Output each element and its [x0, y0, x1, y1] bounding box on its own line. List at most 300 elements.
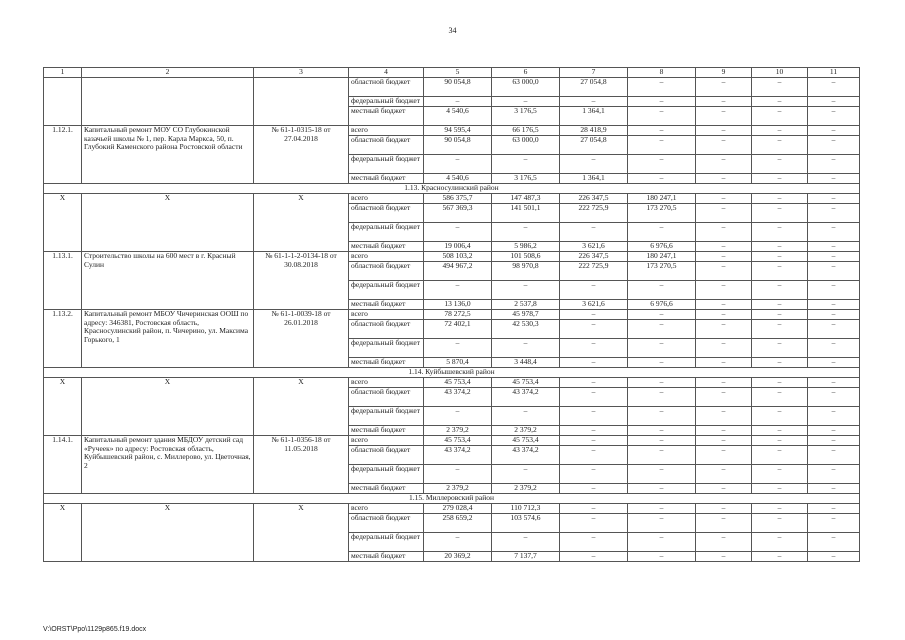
- budget-table: [43, 67, 860, 562]
- amount-cell: –: [628, 436, 696, 446]
- column-number: 9: [696, 68, 752, 78]
- amount-cell: –: [424, 97, 492, 107]
- funding-source: федеральный бюджет: [349, 223, 424, 242]
- funding-source: всего: [349, 252, 424, 262]
- funding-source: областной бюджет: [349, 446, 424, 465]
- amount-cell: –: [696, 465, 752, 484]
- amount-cell: 3 176,5: [492, 174, 560, 184]
- amount-cell: –: [752, 204, 808, 223]
- amount-cell: –: [752, 407, 808, 426]
- amount-cell: –: [752, 252, 808, 262]
- amount-cell: 2 379,2: [424, 484, 492, 494]
- amount-cell: 42 530,3: [492, 320, 560, 339]
- column-number: 10: [752, 68, 808, 78]
- amount-cell: 43 374,2: [424, 388, 492, 407]
- amount-cell: 226 347,5: [560, 252, 628, 262]
- amount-cell: 110 712,3: [492, 504, 560, 514]
- section-heading: 1.15. Миллеровский район: [44, 494, 860, 504]
- amount-cell: –: [628, 407, 696, 426]
- permit-number: № 61-1-0039-18 от 26.01.2018: [254, 310, 349, 368]
- amount-cell: 6 976,6: [628, 242, 696, 252]
- funding-source: федеральный бюджет: [349, 339, 424, 358]
- amount-cell: –: [560, 155, 628, 174]
- amount-cell: –: [628, 97, 696, 107]
- funding-source: всего: [349, 310, 424, 320]
- amount-cell: –: [560, 339, 628, 358]
- amount-cell: –: [808, 107, 860, 126]
- funding-source: федеральный бюджет: [349, 97, 424, 107]
- amount-cell: –: [808, 97, 860, 107]
- amount-cell: 66 176,5: [492, 126, 560, 136]
- amount-cell: –: [808, 126, 860, 136]
- amount-cell: –: [628, 426, 696, 436]
- amount-cell: –: [696, 107, 752, 126]
- table-row: [44, 504, 860, 514]
- amount-cell: –: [628, 504, 696, 514]
- amount-cell: 2 379,2: [424, 426, 492, 436]
- amount-cell: –: [696, 174, 752, 184]
- amount-cell: –: [424, 407, 492, 426]
- amount-cell: –: [808, 281, 860, 300]
- amount-cell: –: [808, 446, 860, 465]
- amount-cell: –: [808, 155, 860, 174]
- table-row: [44, 78, 860, 97]
- amount-cell: –: [628, 281, 696, 300]
- amount-cell: –: [752, 174, 808, 184]
- amount-cell: 63 000,0: [492, 78, 560, 97]
- amount-cell: 258 659,2: [424, 514, 492, 533]
- amount-cell: –: [696, 552, 752, 562]
- amount-cell: –: [560, 552, 628, 562]
- amount-cell: –: [492, 223, 560, 242]
- amount-cell: –: [808, 484, 860, 494]
- item-number: 1.13.1.: [44, 252, 82, 310]
- amount-cell: 6 976,6: [628, 300, 696, 310]
- amount-cell: –: [808, 436, 860, 446]
- item-number: [44, 78, 82, 126]
- amount-cell: –: [560, 320, 628, 339]
- funding-source: всего: [349, 504, 424, 514]
- amount-cell: –: [752, 262, 808, 281]
- amount-cell: –: [560, 426, 628, 436]
- amount-cell: –: [628, 320, 696, 339]
- amount-cell: –: [696, 97, 752, 107]
- amount-cell: –: [560, 407, 628, 426]
- amount-cell: –: [696, 426, 752, 436]
- amount-cell: –: [560, 465, 628, 484]
- permit-number: Х: [254, 504, 349, 562]
- amount-cell: –: [752, 300, 808, 310]
- amount-cell: 20 369,2: [424, 552, 492, 562]
- amount-cell: 2 379,2: [492, 484, 560, 494]
- amount-cell: 103 574,6: [492, 514, 560, 533]
- amount-cell: 43 374,2: [424, 446, 492, 465]
- funding-source: всего: [349, 126, 424, 136]
- amount-cell: –: [424, 533, 492, 552]
- amount-cell: 98 970,8: [492, 262, 560, 281]
- item-description: Капитальный ремонт МБОУ Чичеринская ООШ по адресу: 346381, Ростовская область, Красносулинский район, п. Чичерино, ул. Максима Горького, 1: [82, 310, 254, 368]
- amount-cell: –: [492, 97, 560, 107]
- amount-cell: –: [696, 436, 752, 446]
- amount-cell: 494 967,2: [424, 262, 492, 281]
- amount-cell: 63 000,0: [492, 136, 560, 155]
- funding-source: федеральный бюджет: [349, 533, 424, 552]
- funding-source: местный бюджет: [349, 358, 424, 368]
- funding-source: местный бюджет: [349, 107, 424, 126]
- file-path-footer: V:\ORST\Ppo\1129p865.f19.docx: [43, 626, 147, 633]
- page-number: 34: [448, 26, 457, 35]
- amount-cell: –: [628, 107, 696, 126]
- amount-cell: –: [752, 136, 808, 155]
- amount-cell: –: [752, 446, 808, 465]
- table-row: [44, 126, 860, 136]
- amount-cell: –: [696, 262, 752, 281]
- amount-cell: –: [808, 378, 860, 388]
- amount-cell: 222 725,9: [560, 262, 628, 281]
- amount-cell: –: [560, 446, 628, 465]
- column-number: 4: [349, 68, 424, 78]
- amount-cell: –: [752, 426, 808, 436]
- amount-cell: –: [808, 504, 860, 514]
- amount-cell: –: [752, 107, 808, 126]
- amount-cell: –: [696, 136, 752, 155]
- amount-cell: –: [492, 533, 560, 552]
- amount-cell: –: [808, 426, 860, 436]
- amount-cell: 78 272,5: [424, 310, 492, 320]
- section-heading-row: [44, 184, 860, 194]
- table-row: [44, 436, 860, 446]
- amount-cell: –: [808, 358, 860, 368]
- amount-cell: 7 137,7: [492, 552, 560, 562]
- item-description: Х: [82, 194, 254, 252]
- section-heading: 1.14. Куйбышевский район: [44, 368, 860, 378]
- amount-cell: –: [696, 78, 752, 97]
- column-number: 11: [808, 68, 860, 78]
- amount-cell: 4 540,6: [424, 174, 492, 184]
- amount-cell: 45 978,7: [492, 310, 560, 320]
- funding-source: всего: [349, 378, 424, 388]
- item-description: Капитальный ремонт здания МБДОУ детский сад «Ручеек» по адресу: Ростовская область, Куйбышевский район, с. Миллерово, ул. Цветочная, 2: [82, 436, 254, 494]
- item-description: Строительство школы на 600 мест в г. Красный Сулин: [82, 252, 254, 310]
- amount-cell: –: [424, 223, 492, 242]
- amount-cell: –: [696, 252, 752, 262]
- funding-source: федеральный бюджет: [349, 155, 424, 174]
- amount-cell: 147 487,3: [492, 194, 560, 204]
- amount-cell: 567 369,3: [424, 204, 492, 223]
- amount-cell: –: [696, 126, 752, 136]
- amount-cell: –: [560, 436, 628, 446]
- column-number: 3: [254, 68, 349, 78]
- amount-cell: –: [492, 155, 560, 174]
- amount-cell: 2 379,2: [492, 426, 560, 436]
- amount-cell: –: [628, 358, 696, 368]
- amount-cell: –: [808, 223, 860, 242]
- amount-cell: 180 247,1: [628, 252, 696, 262]
- amount-cell: 3 176,5: [492, 107, 560, 126]
- amount-cell: –: [752, 242, 808, 252]
- amount-cell: 5 870,4: [424, 358, 492, 368]
- amount-cell: –: [752, 320, 808, 339]
- amount-cell: 3 448,4: [492, 358, 560, 368]
- permit-number: № 61-1-0356-18 от 11.05.2018: [254, 436, 349, 494]
- amount-cell: 94 595,4: [424, 126, 492, 136]
- amount-cell: –: [560, 533, 628, 552]
- amount-cell: –: [628, 378, 696, 388]
- amount-cell: –: [696, 281, 752, 300]
- amount-cell: –: [628, 339, 696, 358]
- amount-cell: –: [808, 339, 860, 358]
- amount-cell: 13 136,0: [424, 300, 492, 310]
- column-number: 8: [628, 68, 696, 78]
- amount-cell: –: [560, 514, 628, 533]
- amount-cell: –: [696, 504, 752, 514]
- permit-number: № 61-1-1-2-0134-18 от 30.08.2018: [254, 252, 349, 310]
- amount-cell: –: [628, 136, 696, 155]
- amount-cell: –: [752, 514, 808, 533]
- amount-cell: 180 247,1: [628, 194, 696, 204]
- column-number: 1: [44, 68, 82, 78]
- funding-source: всего: [349, 436, 424, 446]
- amount-cell: –: [696, 358, 752, 368]
- item-number: 1.12.1.: [44, 126, 82, 184]
- amount-cell: –: [560, 388, 628, 407]
- table-row: [44, 310, 860, 320]
- amount-cell: –: [696, 446, 752, 465]
- funding-source: местный бюджет: [349, 300, 424, 310]
- amount-cell: –: [424, 281, 492, 300]
- item-number: 1.13.2.: [44, 310, 82, 368]
- permit-number: № 61-1-0315-18 от 27.04.2018: [254, 126, 349, 184]
- amount-cell: 2 537,8: [492, 300, 560, 310]
- amount-cell: 45 753,4: [424, 378, 492, 388]
- amount-cell: 45 753,4: [424, 436, 492, 446]
- amount-cell: –: [628, 155, 696, 174]
- amount-cell: –: [696, 204, 752, 223]
- amount-cell: 43 374,2: [492, 446, 560, 465]
- column-number: 7: [560, 68, 628, 78]
- amount-cell: –: [752, 155, 808, 174]
- amount-cell: –: [560, 378, 628, 388]
- funding-source: областной бюджет: [349, 514, 424, 533]
- amount-cell: 45 753,4: [492, 378, 560, 388]
- amount-cell: –: [696, 223, 752, 242]
- amount-cell: –: [696, 194, 752, 204]
- funding-source: областной бюджет: [349, 78, 424, 97]
- amount-cell: 45 753,4: [492, 436, 560, 446]
- table-row: [44, 194, 860, 204]
- amount-cell: 43 374,2: [492, 388, 560, 407]
- amount-cell: –: [492, 465, 560, 484]
- item-description: Х: [82, 378, 254, 436]
- amount-cell: 1 364,1: [560, 107, 628, 126]
- amount-cell: 508 103,2: [424, 252, 492, 262]
- amount-cell: –: [752, 194, 808, 204]
- amount-cell: –: [808, 388, 860, 407]
- item-description: Капитальный ремонт МОУ СО Глубокинской казачьей школы № 1, пер. Карла Маркса, 50, п. Глубокий Каменского района Ростовской области: [82, 126, 254, 184]
- amount-cell: –: [696, 388, 752, 407]
- funding-source: областной бюджет: [349, 204, 424, 223]
- amount-cell: –: [628, 223, 696, 242]
- permit-number: [254, 78, 349, 126]
- amount-cell: –: [808, 252, 860, 262]
- amount-cell: –: [808, 300, 860, 310]
- amount-cell: –: [560, 97, 628, 107]
- amount-cell: –: [696, 339, 752, 358]
- amount-cell: –: [696, 407, 752, 426]
- table-row: [44, 378, 860, 388]
- amount-cell: –: [628, 533, 696, 552]
- amount-cell: –: [752, 358, 808, 368]
- amount-cell: –: [696, 533, 752, 552]
- amount-cell: –: [752, 310, 808, 320]
- amount-cell: –: [752, 281, 808, 300]
- amount-cell: –: [696, 155, 752, 174]
- amount-cell: 27 054,8: [560, 136, 628, 155]
- item-number: 1.14.1.: [44, 436, 82, 494]
- amount-cell: –: [628, 78, 696, 97]
- amount-cell: –: [424, 339, 492, 358]
- amount-cell: 586 375,7: [424, 194, 492, 204]
- section-heading-row: [44, 494, 860, 504]
- funding-source: всего: [349, 194, 424, 204]
- amount-cell: 5 986,2: [492, 242, 560, 252]
- amount-cell: –: [560, 358, 628, 368]
- amount-cell: –: [808, 78, 860, 97]
- amount-cell: –: [696, 300, 752, 310]
- section-heading: 1.13. Красносулинский район: [44, 184, 860, 194]
- column-number-row: [44, 68, 860, 78]
- amount-cell: 226 347,5: [560, 194, 628, 204]
- funding-source: областной бюджет: [349, 388, 424, 407]
- amount-cell: 141 501,1: [492, 204, 560, 223]
- amount-cell: 1 364,1: [560, 174, 628, 184]
- amount-cell: –: [696, 320, 752, 339]
- amount-cell: 4 540,6: [424, 107, 492, 126]
- item-description: [82, 78, 254, 126]
- amount-cell: –: [560, 223, 628, 242]
- amount-cell: –: [752, 465, 808, 484]
- amount-cell: –: [560, 484, 628, 494]
- funding-source: местный бюджет: [349, 426, 424, 436]
- amount-cell: –: [752, 504, 808, 514]
- amount-cell: –: [752, 378, 808, 388]
- amount-cell: –: [424, 465, 492, 484]
- amount-cell: –: [808, 407, 860, 426]
- amount-cell: –: [752, 126, 808, 136]
- amount-cell: –: [492, 281, 560, 300]
- amount-cell: –: [696, 378, 752, 388]
- funding-source: областной бюджет: [349, 262, 424, 281]
- amount-cell: –: [808, 514, 860, 533]
- amount-cell: –: [628, 126, 696, 136]
- amount-cell: –: [696, 484, 752, 494]
- amount-cell: 101 508,6: [492, 252, 560, 262]
- column-number: 5: [424, 68, 492, 78]
- amount-cell: –: [560, 504, 628, 514]
- amount-cell: –: [752, 78, 808, 97]
- amount-cell: –: [752, 97, 808, 107]
- amount-cell: –: [808, 465, 860, 484]
- funding-source: федеральный бюджет: [349, 465, 424, 484]
- section-heading-row: [44, 368, 860, 378]
- amount-cell: –: [808, 242, 860, 252]
- amount-cell: 3 621,6: [560, 300, 628, 310]
- amount-cell: 279 028,4: [424, 504, 492, 514]
- table-row: [44, 252, 860, 262]
- column-number: 2: [82, 68, 254, 78]
- amount-cell: 173 270,5: [628, 204, 696, 223]
- amount-cell: 90 054,8: [424, 136, 492, 155]
- funding-source: местный бюджет: [349, 484, 424, 494]
- permit-number: Х: [254, 378, 349, 436]
- amount-cell: 173 270,5: [628, 262, 696, 281]
- item-number: Х: [44, 378, 82, 436]
- amount-cell: 3 621,6: [560, 242, 628, 252]
- amount-cell: –: [628, 388, 696, 407]
- permit-number: Х: [254, 194, 349, 252]
- amount-cell: –: [628, 174, 696, 184]
- amount-cell: 72 402,1: [424, 320, 492, 339]
- amount-cell: –: [628, 465, 696, 484]
- amount-cell: 90 054,8: [424, 78, 492, 97]
- amount-cell: –: [752, 339, 808, 358]
- amount-cell: 222 725,9: [560, 204, 628, 223]
- amount-cell: –: [628, 446, 696, 465]
- amount-cell: –: [560, 310, 628, 320]
- amount-cell: –: [628, 514, 696, 533]
- item-number: Х: [44, 504, 82, 562]
- amount-cell: –: [560, 281, 628, 300]
- item-number: Х: [44, 194, 82, 252]
- amount-cell: –: [808, 552, 860, 562]
- amount-cell: –: [752, 484, 808, 494]
- funding-source: местный бюджет: [349, 242, 424, 252]
- amount-cell: 27 054,8: [560, 78, 628, 97]
- funding-source: местный бюджет: [349, 174, 424, 184]
- amount-cell: 19 006,4: [424, 242, 492, 252]
- funding-source: федеральный бюджет: [349, 407, 424, 426]
- amount-cell: –: [752, 533, 808, 552]
- amount-cell: –: [808, 136, 860, 155]
- amount-cell: –: [808, 320, 860, 339]
- funding-source: областной бюджет: [349, 320, 424, 339]
- amount-cell: –: [752, 436, 808, 446]
- amount-cell: –: [808, 194, 860, 204]
- amount-cell: –: [696, 310, 752, 320]
- amount-cell: 28 418,9: [560, 126, 628, 136]
- amount-cell: –: [696, 514, 752, 533]
- amount-cell: –: [808, 174, 860, 184]
- amount-cell: –: [628, 310, 696, 320]
- column-number: 6: [492, 68, 560, 78]
- amount-cell: –: [492, 339, 560, 358]
- funding-source: федеральный бюджет: [349, 281, 424, 300]
- funding-source: областной бюджет: [349, 136, 424, 155]
- amount-cell: –: [628, 484, 696, 494]
- amount-cell: –: [492, 407, 560, 426]
- amount-cell: –: [808, 533, 860, 552]
- amount-cell: –: [752, 552, 808, 562]
- amount-cell: –: [752, 388, 808, 407]
- amount-cell: –: [808, 262, 860, 281]
- item-description: Х: [82, 504, 254, 562]
- amount-cell: –: [808, 310, 860, 320]
- amount-cell: –: [424, 155, 492, 174]
- amount-cell: –: [696, 242, 752, 252]
- funding-source: местный бюджет: [349, 552, 424, 562]
- amount-cell: –: [628, 552, 696, 562]
- amount-cell: –: [808, 204, 860, 223]
